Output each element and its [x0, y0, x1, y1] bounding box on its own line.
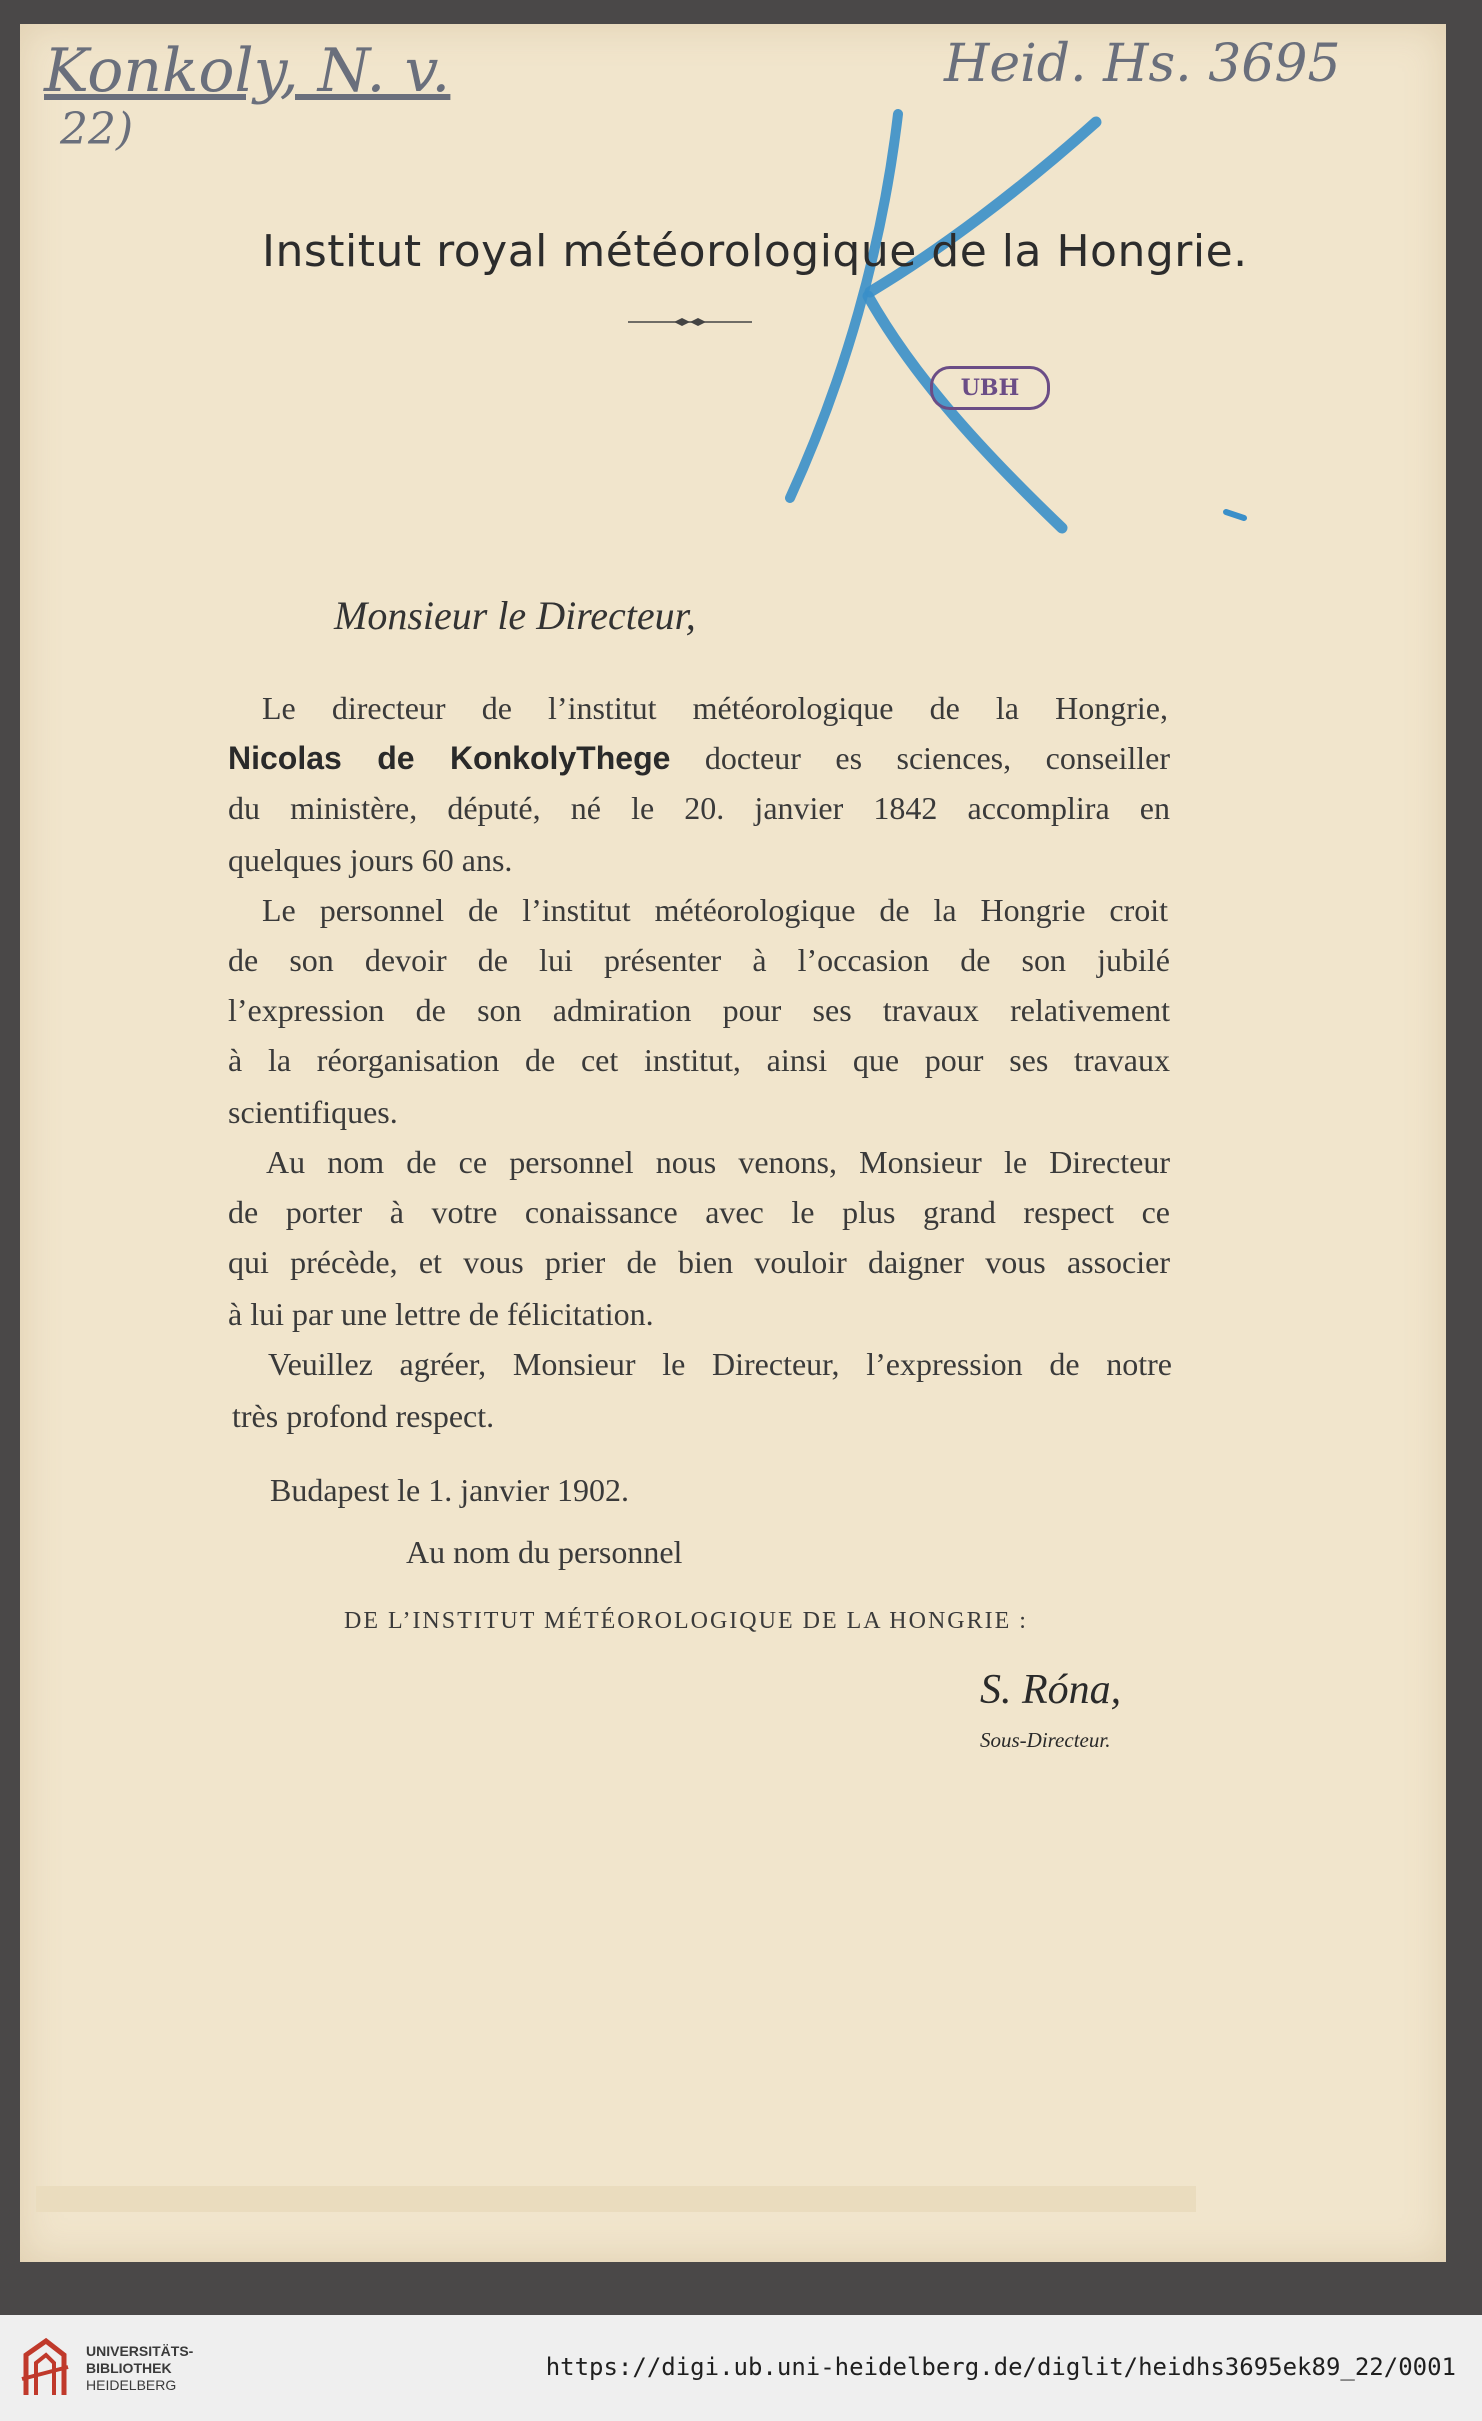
pencil-mark-k	[770, 100, 1290, 540]
institute-line: DE L’INSTITUT MÉTÉOROLOGIQUE DE LA HONGRIE :	[344, 1608, 1028, 1634]
handwritten-name: Konkoly, N. v.	[44, 36, 451, 106]
library-name-line2: BIBLIOTHEK	[86, 2360, 172, 2376]
p1-line4: quelques jours 60 ans.	[228, 842, 513, 878]
p4-line1: Veuillez agréer, Monsieur le Directeur, l’expression de notre	[268, 1346, 1172, 1382]
p3-line1: Au nom de ce personnel nous venons, Monsieur le Directeur	[266, 1144, 1170, 1180]
p3-line2: de porter à votre conaissance avec le plus grand respect ce	[228, 1194, 1170, 1230]
paper-fold	[36, 2186, 1196, 2212]
title-ornament	[628, 316, 752, 328]
p3-line3: qui précède, et vous prier de bien vouloir daigner vous associer	[228, 1244, 1170, 1280]
library-footer	[0, 2315, 1482, 2421]
p1-line2	[228, 740, 1170, 777]
handwritten-shelfmark-left	[44, 36, 450, 106]
date-line: Budapest le 1. janvier 1902.	[270, 1472, 630, 1508]
p2-line4: à la réorganisation de cet institut, ainsi que pour ses travaux	[228, 1042, 1170, 1078]
p1-line3: du ministère, député, né le 20. janvier 1842 accomplira en	[228, 790, 1170, 826]
p1-line1: Le directeur de l’institut météorologique de la Hongrie,	[262, 690, 1168, 726]
p2-line2: de son devoir de lui présenter à l’occasion de son jubilé	[228, 942, 1170, 978]
director-name: Nicolas de KonkolyThege	[228, 740, 671, 776]
p3-line4: à lui par une lettre de félicitation.	[228, 1296, 654, 1332]
handwritten-shelfmark-right: Heid. Hs. 3695	[944, 34, 1341, 94]
handwritten-number: 22)	[60, 104, 134, 155]
university-library-logo	[18, 2333, 72, 2403]
ubh-stamp: UBH	[930, 366, 1050, 410]
p2-line5: scientifiques.	[228, 1094, 398, 1130]
permalink-url[interactable]: https://digi.ub.uni-heidelberg.de/diglit/heidhs3695ek89_22/0001	[545, 2353, 1456, 2381]
p2-line3: l’expression de son admiration pour ses travaux relativement	[228, 992, 1170, 1028]
p1-line2-rest: docteur es sciences, conseiller	[670, 740, 1171, 776]
on-behalf-line: Au nom du personnel	[406, 1534, 683, 1570]
library-name	[86, 2343, 193, 2394]
p2-line1: Le personnel de l’institut météorologique de la Hongrie croit	[262, 892, 1168, 928]
p4-line2: très profond respect.	[232, 1398, 495, 1434]
institute-title: Institut royal météorologique de la Hongrie.	[262, 226, 1248, 277]
salutation: Monsieur le Directeur,	[334, 593, 696, 638]
signature: S. Róna,	[980, 1667, 1122, 1713]
signature-title: Sous-Directeur.	[980, 1728, 1111, 1752]
library-name-line3: HEIDELBERG	[86, 2377, 177, 2393]
library-name-line1: UNIVERSITÄTS-	[86, 2343, 194, 2359]
